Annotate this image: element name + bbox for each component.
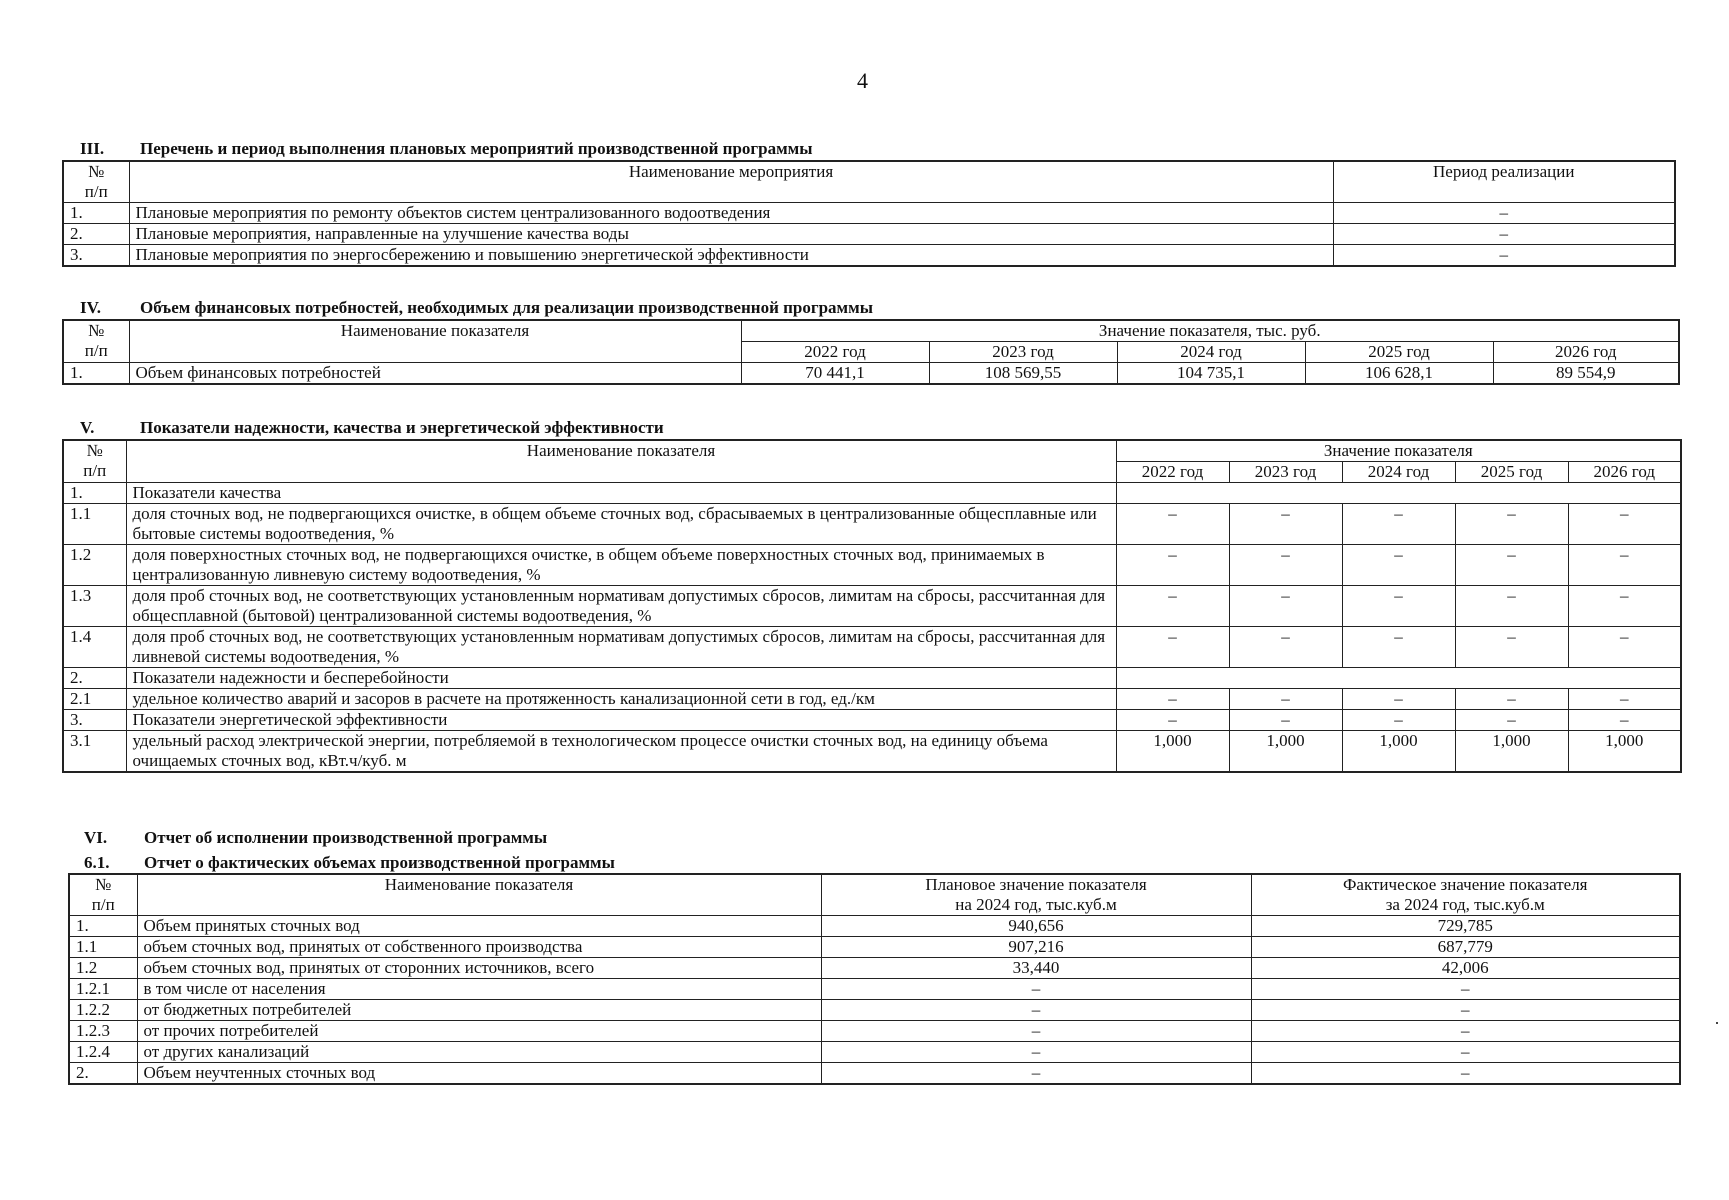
row-fact: 687,779 xyxy=(1251,937,1680,958)
table-row xyxy=(69,1042,1680,1063)
row-period: – xyxy=(1333,203,1675,224)
table-row xyxy=(63,203,1675,224)
row-value: – xyxy=(1342,626,1455,667)
row-value: – xyxy=(1568,626,1681,667)
row-value: – xyxy=(1568,544,1681,585)
year-header: 2026 год xyxy=(1493,341,1679,362)
section-5-number: V. xyxy=(80,418,95,437)
row-no: 1.3 xyxy=(63,585,126,626)
row-empty-values xyxy=(1116,482,1681,503)
table-header-row xyxy=(69,874,1680,916)
row-value: – xyxy=(1116,585,1229,626)
row-name: доля проб сточных вод, не соответствующих установленным нормативам допустимых сбросов, лимитам на сбросы, рассчитанная для ливневой системы водоотведения, % xyxy=(126,626,1116,667)
table-row xyxy=(63,688,1681,709)
row-no: 1. xyxy=(63,362,129,384)
table-header-row xyxy=(63,161,1675,203)
row-name: Объем принятых сточных вод xyxy=(137,916,821,937)
row-name: доля поверхностных сточных вод, не подвергающихся очистке, в общем объеме поверхностных сточных вод, принимаемых в централизованную ливневую систему водоотведения, % xyxy=(126,544,1116,585)
row-no: 1. xyxy=(69,916,137,937)
row-fact: – xyxy=(1251,1000,1680,1021)
row-value: – xyxy=(1342,709,1455,730)
row-value: – xyxy=(1116,544,1229,585)
row-plan: – xyxy=(821,1042,1251,1063)
header-no: № п/п xyxy=(63,320,129,363)
year-header: 2023 год xyxy=(1229,461,1342,482)
header-no: № п/п xyxy=(69,874,137,916)
row-value: 89 554,9 xyxy=(1493,362,1679,384)
section-3 xyxy=(62,139,1676,267)
table-row xyxy=(63,362,1679,384)
table-header-row xyxy=(63,440,1681,462)
row-fact: – xyxy=(1251,1063,1680,1085)
year-header: 2022 год xyxy=(741,341,929,362)
row-value: – xyxy=(1342,544,1455,585)
header-fact: Фактическое значение показателя за 2024 год, тыс.куб.м xyxy=(1251,874,1680,916)
table-row xyxy=(69,1000,1680,1021)
row-name: удельный расход электрической энергии, потребляемой в технологическом процессе очистки сточных вод, на единицу объема очищаемых сточных вод, кВт.ч/куб. м xyxy=(126,730,1116,772)
row-value: – xyxy=(1568,709,1681,730)
section-6-title: Отчет об исполнении производственной программы xyxy=(144,828,548,847)
table-row xyxy=(63,585,1681,626)
table-quality-indicators xyxy=(62,439,1682,773)
row-plan: – xyxy=(821,979,1251,1000)
row-value: – xyxy=(1229,709,1342,730)
section-3-title: Перечень и период выполнения плановых мероприятий производственной программы xyxy=(140,139,813,158)
row-value: – xyxy=(1342,688,1455,709)
section-4-heading xyxy=(80,298,1680,318)
row-no: 2. xyxy=(69,1063,137,1085)
row-name: объем сточных вод, принятых от собственного производства xyxy=(137,937,821,958)
row-no: 1.1 xyxy=(63,503,126,544)
table-row xyxy=(69,958,1680,979)
row-no: 3.1 xyxy=(63,730,126,772)
year-header: 2025 год xyxy=(1455,461,1568,482)
header-period: Период реализации xyxy=(1333,161,1675,203)
table-group-row xyxy=(63,667,1681,688)
table-row xyxy=(63,245,1675,267)
section-5-title: Показатели надежности, качества и энергетической эффективности xyxy=(140,418,664,437)
row-value: 104 735,1 xyxy=(1117,362,1305,384)
section-4 xyxy=(62,298,1680,385)
row-fact: – xyxy=(1251,1042,1680,1063)
row-value: – xyxy=(1342,585,1455,626)
row-no: 2. xyxy=(63,224,129,245)
header-name: Наименование показателя xyxy=(137,874,821,916)
row-name: от прочих потребителей xyxy=(137,1021,821,1042)
row-plan: 33,440 xyxy=(821,958,1251,979)
row-value: – xyxy=(1229,544,1342,585)
table-row xyxy=(63,544,1681,585)
row-value: – xyxy=(1455,544,1568,585)
row-value: – xyxy=(1455,688,1568,709)
row-no: 1.2.2 xyxy=(69,1000,137,1021)
row-name: Объем финансовых потребностей xyxy=(129,362,741,384)
section-3-heading xyxy=(80,139,1676,159)
row-name: Плановые мероприятия по ремонту объектов систем централизованного водоотведения xyxy=(129,203,1333,224)
row-value: – xyxy=(1229,585,1342,626)
row-value: – xyxy=(1455,503,1568,544)
row-plan: 940,656 xyxy=(821,916,1251,937)
table-financial-needs xyxy=(62,319,1680,385)
table-row xyxy=(63,626,1681,667)
section-3-number: III. xyxy=(80,139,105,158)
row-no: 2. xyxy=(63,667,126,688)
row-no: 1.2 xyxy=(69,958,137,979)
row-plan: – xyxy=(821,1063,1251,1085)
header-no: № п/п xyxy=(63,440,126,483)
row-value: – xyxy=(1455,709,1568,730)
row-value: 70 441,1 xyxy=(741,362,929,384)
stray-mark xyxy=(1716,1022,1718,1024)
year-header: 2024 год xyxy=(1117,341,1305,362)
row-fact: – xyxy=(1251,979,1680,1000)
row-value: 1,000 xyxy=(1455,730,1568,772)
row-value: – xyxy=(1116,626,1229,667)
row-plan: 907,216 xyxy=(821,937,1251,958)
table-row xyxy=(69,979,1680,1000)
page-number: 4 xyxy=(857,68,868,93)
row-value: – xyxy=(1229,626,1342,667)
row-name: Показатели энергетической эффективности xyxy=(126,709,1116,730)
row-name: Показатели качества xyxy=(126,482,1116,503)
row-no: 1.2.4 xyxy=(69,1042,137,1063)
header-name: Наименование показателя xyxy=(126,440,1116,483)
header-name: Наименование показателя xyxy=(129,320,741,363)
header-value: Значение показателя, тыс. руб. xyxy=(741,320,1679,342)
row-name: объем сточных вод, принятых от сторонних источников, всего xyxy=(137,958,821,979)
table-row xyxy=(69,916,1680,937)
section-6-1-heading xyxy=(84,853,1681,873)
row-period: – xyxy=(1333,245,1675,267)
row-name: Показатели надежности и бесперебойности xyxy=(126,667,1116,688)
row-name: от бюджетных потребителей xyxy=(137,1000,821,1021)
row-value: – xyxy=(1568,503,1681,544)
row-no: 1.2 xyxy=(63,544,126,585)
section-4-title: Объем финансовых потребностей, необходимых для реализации производственной программы xyxy=(140,298,873,317)
row-name: Плановые мероприятия по энергосбережению и повышению энергетической эффективности xyxy=(129,245,1333,267)
year-header: 2023 год xyxy=(929,341,1117,362)
section-6-heading xyxy=(84,828,1681,848)
table-row xyxy=(63,709,1681,730)
row-value: – xyxy=(1229,503,1342,544)
section-6-1-number: 6.1. xyxy=(84,852,110,872)
row-no: 1.2.1 xyxy=(69,979,137,1000)
table-row xyxy=(63,224,1675,245)
section-6 xyxy=(68,828,1681,1085)
header-no: № п/п xyxy=(63,161,129,203)
table-row xyxy=(63,503,1681,544)
row-value: – xyxy=(1116,503,1229,544)
row-no: 1.1 xyxy=(69,937,137,958)
table-group-row xyxy=(63,482,1681,503)
header-value: Значение показателя xyxy=(1116,440,1681,462)
section-5 xyxy=(62,418,1682,773)
row-value: – xyxy=(1455,585,1568,626)
row-name: доля сточных вод, не подвергающихся очистке, в общем объеме сточных вод, сбрасываемых в централизованные общесплавные или бытовые системы водоотведения, % xyxy=(126,503,1116,544)
row-no: 2.1 xyxy=(63,688,126,709)
row-value: 1,000 xyxy=(1229,730,1342,772)
row-fact: 42,006 xyxy=(1251,958,1680,979)
row-value: – xyxy=(1568,688,1681,709)
row-fact: 729,785 xyxy=(1251,916,1680,937)
row-fact: – xyxy=(1251,1021,1680,1042)
row-value: – xyxy=(1342,503,1455,544)
row-no: 3. xyxy=(63,245,129,267)
table-header-row xyxy=(63,320,1679,342)
row-value: 1,000 xyxy=(1116,730,1229,772)
year-header: 2026 год xyxy=(1568,461,1681,482)
row-no: 1. xyxy=(63,203,129,224)
row-empty-values xyxy=(1116,667,1681,688)
row-period: – xyxy=(1333,224,1675,245)
table-row xyxy=(69,1021,1680,1042)
row-value: 106 628,1 xyxy=(1305,362,1493,384)
year-header: 2025 год xyxy=(1305,341,1493,362)
row-value: 1,000 xyxy=(1568,730,1681,772)
row-value: 108 569,55 xyxy=(929,362,1117,384)
row-value: – xyxy=(1116,688,1229,709)
row-value: – xyxy=(1229,688,1342,709)
row-value: – xyxy=(1568,585,1681,626)
table-row xyxy=(69,1063,1680,1085)
row-no: 1. xyxy=(63,482,126,503)
section-6-1-title: Отчет о фактических объемах производственной программы xyxy=(144,852,615,872)
row-name: Плановые мероприятия, направленные на улучшение качества воды xyxy=(129,224,1333,245)
row-plan: – xyxy=(821,1000,1251,1021)
table-actual-volumes xyxy=(68,873,1681,1085)
row-name: в том числе от населения xyxy=(137,979,821,1000)
section-4-number: IV. xyxy=(80,298,101,317)
row-name: от других канализаций xyxy=(137,1042,821,1063)
row-value: 1,000 xyxy=(1342,730,1455,772)
section-5-heading xyxy=(80,418,1682,438)
row-value: – xyxy=(1116,709,1229,730)
row-no: 3. xyxy=(63,709,126,730)
row-value: – xyxy=(1455,626,1568,667)
row-name: удельное количество аварий и засоров в расчете на протяженность канализационной сети в год, ед./км xyxy=(126,688,1116,709)
year-header: 2022 год xyxy=(1116,461,1229,482)
row-no: 1.4 xyxy=(63,626,126,667)
section-6-number: VI. xyxy=(84,828,108,847)
year-header: 2024 год xyxy=(1342,461,1455,482)
table-row xyxy=(69,937,1680,958)
row-name: доля проб сточных вод, не соответствующих установленным нормативам допустимых сбросов, лимитам на сбросы, рассчитанная для общесплавной (бытовой) централизованной системы водоотведения, % xyxy=(126,585,1116,626)
row-no: 1.2.3 xyxy=(69,1021,137,1042)
row-plan: – xyxy=(821,1021,1251,1042)
header-plan: Плановое значение показателя на 2024 год, тыс.куб.м xyxy=(821,874,1251,916)
table-row xyxy=(63,730,1681,772)
table-planned-measures xyxy=(62,160,1676,268)
row-name: Объем неучтенных сточных вод xyxy=(137,1063,821,1085)
header-name: Наименование мероприятия xyxy=(129,161,1333,203)
